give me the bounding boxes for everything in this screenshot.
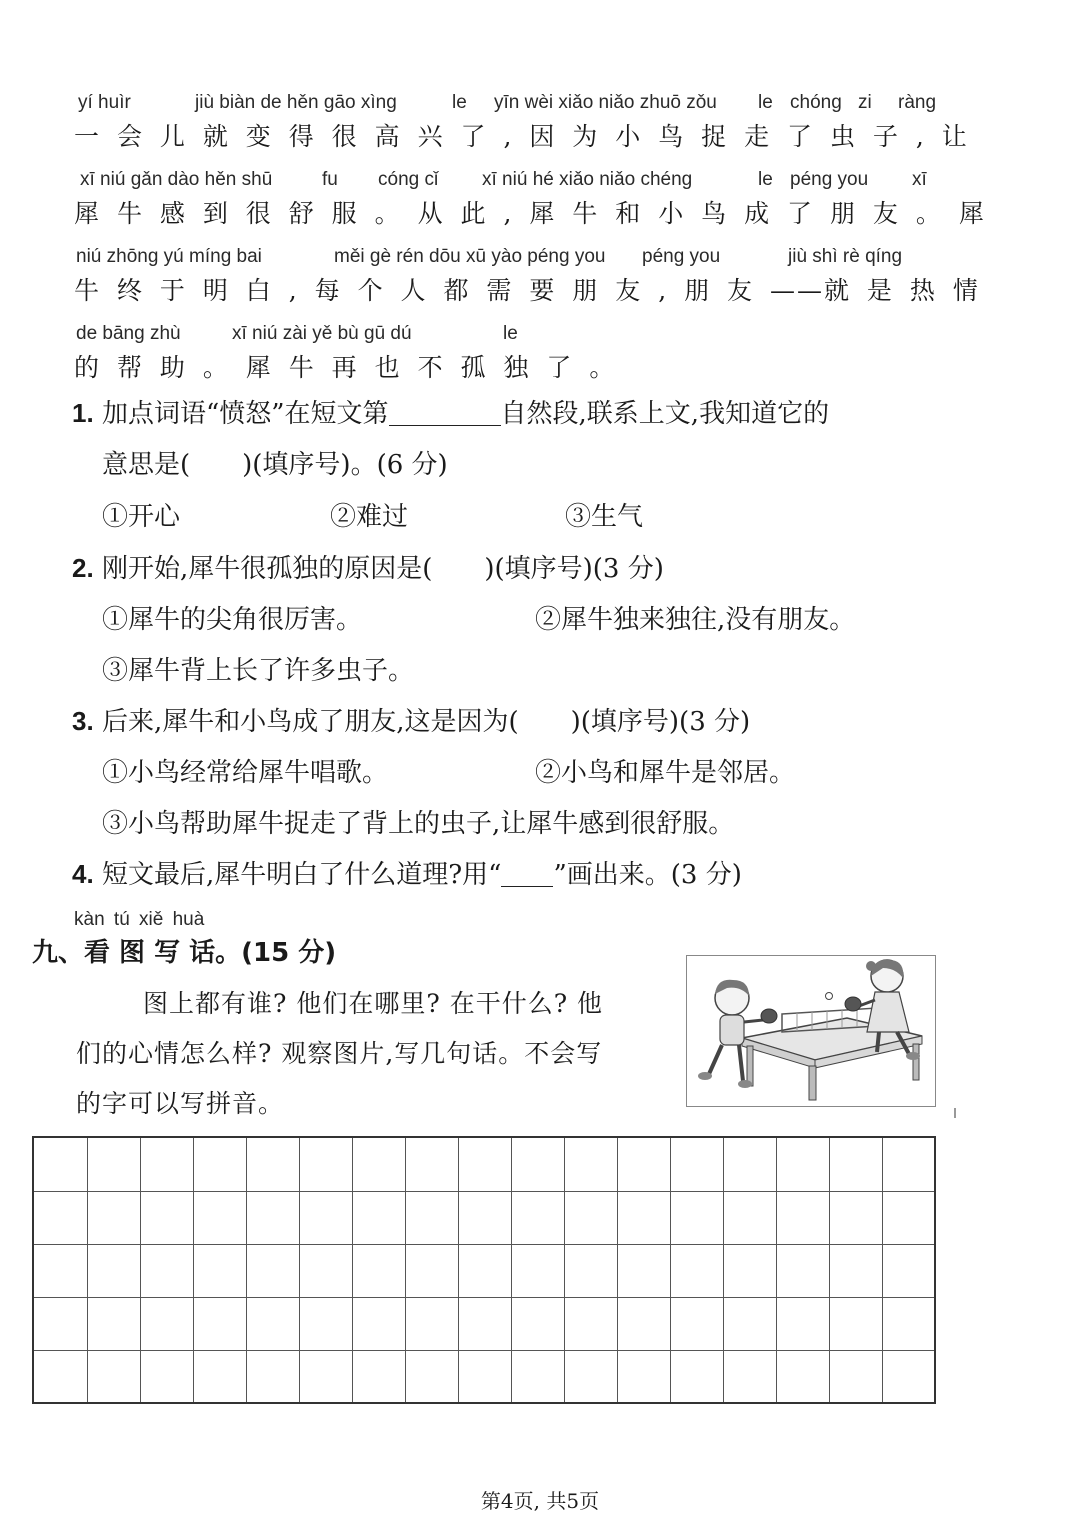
q2-option-2: ②犀牛独来独往,没有朋友。: [535, 605, 856, 635]
passage-line-4: [0, 348, 900, 388]
question-3: [72, 704, 750, 739]
question-number: 3.: [72, 706, 94, 736]
pinyin-segment: xī: [912, 169, 927, 190]
underline-sample: [501, 862, 553, 887]
pinyin-segment: jiù biàn de hěn gāo xìng: [195, 92, 397, 113]
passage-text: 犀 牛 感 到 很 舒 服 。 从 此 , 犀 牛 和 小 鸟 成 了 朋 友 。 犀: [74, 199, 986, 228]
passage-line-3: [0, 271, 980, 311]
passage-line-2: [0, 194, 986, 234]
question-text: 意思是( )(填序号)。(6 分): [102, 450, 448, 480]
pinyin-segment: jiù shì rè qíng: [788, 246, 903, 267]
pinyin-segment: le: [758, 92, 773, 113]
pinyin-segment: xī niú gǎn dào hěn shū: [80, 169, 273, 190]
question-number: 1.: [72, 398, 94, 428]
pinyin-segment: yí huìr: [78, 92, 131, 113]
writing-grid[interactable]: [32, 1136, 936, 1404]
prompt-line-1: 图上都有谁? 他们在哪里? 在干什么? 他: [143, 989, 604, 1018]
section-9-pinyin: kàn tú xiě huà: [74, 909, 205, 930]
question-2: [72, 551, 664, 586]
pinyin-segment: xī niú hé xiǎo niǎo chéng: [482, 169, 693, 190]
question-text: 后来,犀牛和小鸟成了朋友,这是因为( )(填序号)(3 分): [101, 707, 751, 737]
prompt-line-2: 们的心情怎么样? 观察图片,写几句话。不会写: [76, 1039, 603, 1068]
question-4: [72, 857, 742, 892]
question-number: 2.: [72, 553, 94, 583]
pinyin-segment: cóng cǐ: [378, 169, 439, 190]
pinyin-segment: niú zhōng yú míng bai: [76, 246, 262, 267]
passage-text: 一 会 儿 就 变 得 很 高 兴 了 , 因 为 小 鸟 捉 走 了 虫 子 , 让: [74, 122, 969, 151]
pinyin-segment: ràng: [898, 92, 937, 113]
question-text: ”画出来。(3 分): [553, 860, 742, 890]
pinyin-segment: le: [452, 92, 467, 113]
pinyin-segment: chóng: [790, 92, 842, 113]
scan-mark: [954, 1108, 956, 1118]
q2-option-1: ①犀牛的尖角很厉害。: [102, 605, 363, 635]
pinyin-segment: le: [758, 169, 773, 190]
pinyin-segment: měi gè rén dōu xū yào péng you: [334, 246, 606, 267]
question-1-cont: [102, 448, 448, 482]
question-text: 刚开始,犀牛很孤独的原因是( )(填序号)(3 分): [101, 554, 664, 584]
question-text: 加点词语“愤怒”在短文第: [101, 399, 389, 429]
passage-text: 牛 终 于 明 白 , 每 个 人 都 需 要 朋 友 , 朋 友 ——就 是 热 情: [74, 276, 980, 305]
question-text: 短文最后,犀牛明白了什么道理?用“: [101, 860, 502, 890]
section-9-heading: 九、看 图 写 话。(15 分): [32, 938, 337, 968]
pinyin-segment: fu: [322, 169, 338, 190]
q3-option-1: ①小鸟经常给犀牛唱歌。: [102, 758, 389, 788]
q3-option-3: ③小鸟帮助犀牛捉走了背上的虫子,让犀牛感到很舒服。: [102, 809, 735, 839]
pinyin-segment: xī niú zài yě bù gū dú: [232, 323, 412, 344]
pinyin-segment: de bāng zhù: [76, 323, 181, 344]
q1-option-2: ②难过: [330, 502, 409, 532]
passage-text: 的 帮 助 。 犀 牛 再 也 不 孤 独 了 。: [74, 353, 617, 382]
answer-blank[interactable]: [389, 401, 501, 426]
page-footer: 第4页, 共5页: [480, 1489, 600, 1513]
q1-option-3: ③生气: [565, 502, 644, 532]
q2-option-3: ③犀牛背上长了许多虫子。: [102, 656, 415, 686]
q1-option-1: ①开心: [102, 502, 181, 532]
passage-line-1: [0, 117, 969, 157]
ping-pong-picture: [686, 955, 936, 1107]
question-1: [72, 396, 829, 431]
question-text: 自然段,联系上文,我知道它的: [500, 399, 830, 429]
prompt-line-3: 的字可以写拼音。: [76, 1089, 285, 1118]
question-number: 4.: [72, 859, 94, 889]
pinyin-segment: péng you: [642, 246, 721, 267]
q3-option-2: ②小鸟和犀牛是邻居。: [535, 758, 796, 788]
pinyin-segment: yīn wèi xiǎo niǎo zhuō zǒu: [494, 92, 717, 113]
ping-pong-illustration: [687, 956, 934, 1105]
pinyin-segment: péng you: [790, 169, 869, 190]
pinyin-segment: zi: [858, 92, 872, 113]
pinyin-segment: le: [503, 323, 518, 344]
